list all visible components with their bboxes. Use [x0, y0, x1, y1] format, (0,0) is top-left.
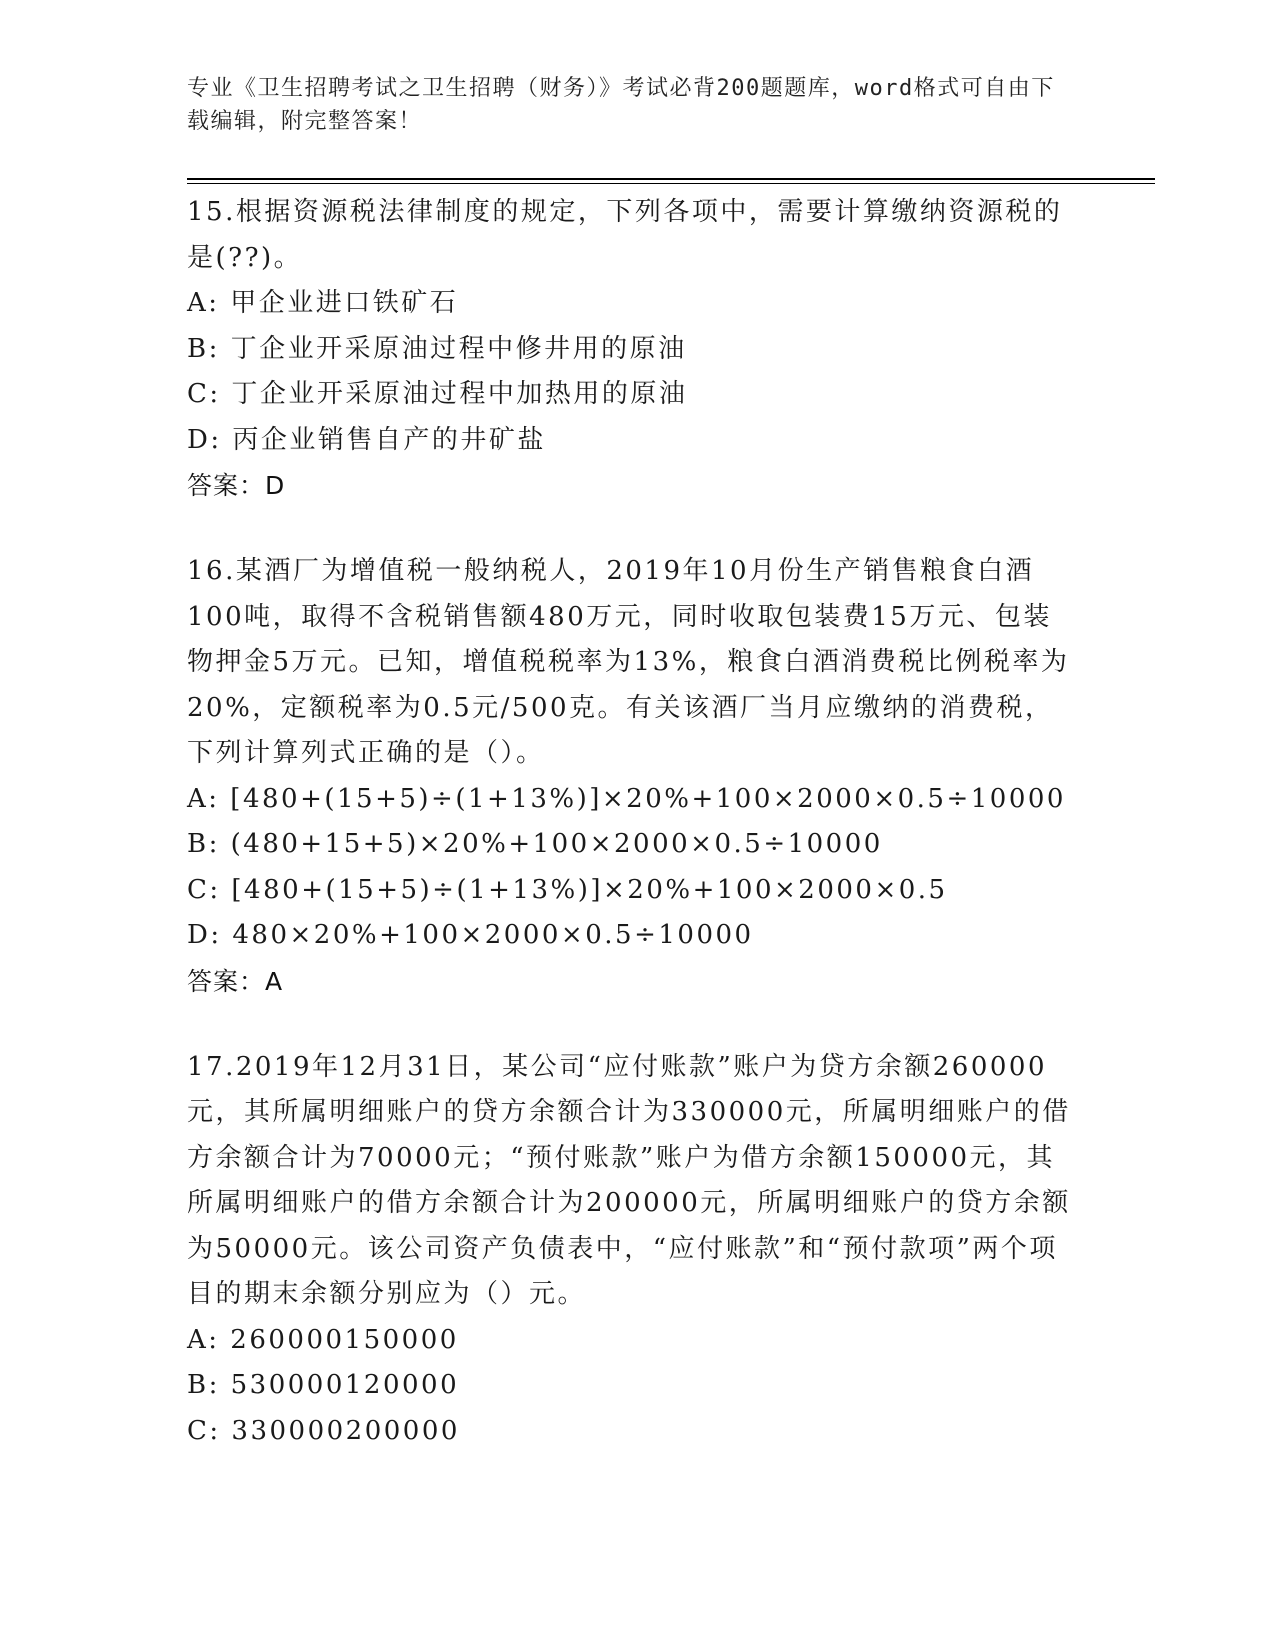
question-stem: 15.根据资源税法律制度的规定，下列各项中，需要计算缴纳资源税的是(??)。: [187, 197, 1063, 273]
option-c: C: 330000200000: [187, 1415, 460, 1446]
question-stem: 16.某酒厂为增值税一般纳税人，2019年10月份生产销售粮食白酒100吨，取得不含税销售额480万元，同时收取包装费15万元、包装物押金5万元。已知，增值税税率为13%，粮食白酒消费税比例税率为20%，定额税率为0.5元/500克。有关该酒厂当月应缴纳的消费税，下列计算列式正确的是（）。: [187, 556, 1070, 768]
option-c: C: [480+(15+5)÷(1+13%)]×20%+100×2000×0.5: [187, 874, 948, 905]
option-a: A: [480+(15+5)÷(1+13%)]×20%+100×2000×0.5÷10000: [187, 783, 1066, 814]
option-a: A: 甲企业进口铁矿石: [187, 288, 459, 318]
header-divider-thin: [187, 183, 1155, 184]
question-15: [187, 190, 1077, 508]
document-header: 专业《卫生招聘考试之卫生招聘（财务）》考试必背200题题库，word格式可自由下载编辑，附完整答案！: [187, 76, 1055, 134]
option-d: D: 480×20%+100×2000×0.5÷10000: [187, 920, 754, 950]
answer-label: 答案：D: [187, 471, 286, 500]
option-b: B: 丁企业开采原油过程中修井用的原油: [187, 333, 687, 364]
option-a: A: 260000150000: [187, 1324, 459, 1355]
option-d: D: 丙企业销售自产的井矿盐: [187, 424, 546, 455]
question-stem: 17.2019年12月31日，某公司“应付账款”账户为贷方余额260000元，其所属明细账户的贷方余额合计为330000元，所属明细账户的借方余额合计为70000元；“预付账款”账户为借方余额150000元，其所属明细账户的借方余额合计为200000元，所属明细账户的贷方余额为50000元。该公司资产负债表中，“应付账款”和“预付款项”两个项目的期末余额分别应为（）元。: [187, 1051, 1071, 1309]
header-divider: [187, 178, 1155, 180]
option-b: B: 530000120000: [187, 1370, 460, 1400]
question-17: [187, 1045, 1077, 1455]
option-c: C: 丁企业开采原油过程中加热用的原油: [187, 379, 688, 409]
question-16: [187, 549, 1077, 1004]
answer-label: 答案：A: [187, 966, 284, 996]
question-list: [187, 190, 1077, 1454]
option-b: B: (480+15+5)×20%+100×2000×0.5÷10000: [187, 829, 883, 859]
